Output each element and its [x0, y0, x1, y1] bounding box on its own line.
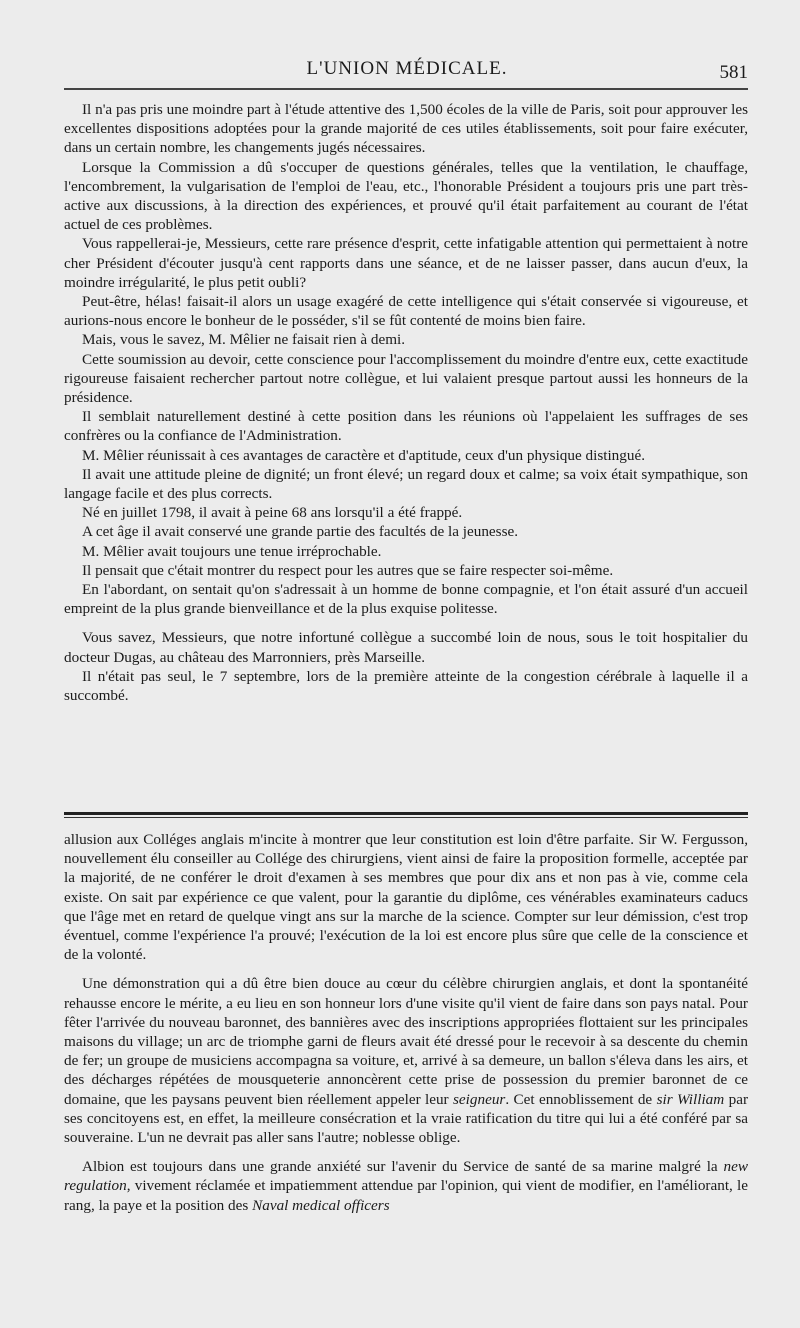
feuilleton-paragraph: Une démonstration qui a dû être bien douce au cœur du célèbre chirurgien anglais, et dont la spontanéité rehausse encore le mérite, a eu lieu en son honneur lors d'une visite qu'il vient de faire dans son pays natal. Pour fêter l'arrivée du nouveau baronnet, des bannières avec des inscriptions appropriées flottaient sur les principales maisons du village; un arc de triomphe garni de fleurs avait été dressé pour le recevoir à sa descente du chemin de fer; un groupe de musiciens accompagna sa voiture, et, arrivé à sa demeure, un ballon s'éleva dans les airs, et des décharges répétées de mousqueterie annoncèrent cette prise de possession du premier baronnet de ce domaine, que les paysans peuvent bien réellement appeler leur seigneur. Cet ennoblissement de sir William par ses concitoyens est, en effet, la meilleure consécration et la vraie ratification du titre qui lui a été conféré par sa souveraine. L'un ne devrait pas aller sans l'autre; noblesse oblige.	[64, 975, 749, 1147]
paragraph: M. Mêlier avait toujours une tenue irréprochable.	[82, 542, 382, 560]
emphasis: Naval medical officers	[252, 1196, 390, 1214]
paragraph: Mais, vous le savez, M. Mêlier ne faisait rien à demi.	[82, 331, 406, 349]
paragraph: A cet âge il avait conservé une grande partie des facultés de la jeunesse.	[82, 523, 519, 541]
header-rule	[64, 88, 748, 90]
emphasis: sir William	[656, 1090, 725, 1108]
paragraph: Il avait une attitude pleine de dignité; un front élevé; un regard doux et calme; sa voix était sympathique, son langage facile et des plus corrects.	[64, 465, 748, 503]
page-header	[66, 56, 748, 86]
journal-title: L'UNION MÉDICALE.	[306, 58, 508, 79]
paragraph: Il n'a pas pris une moindre part à l'étude attentive des 1,500 écoles de la ville de Paris, soit pour approuver les excellentes dispositions adoptées pour la grande majorité de ces utiles établissements, soit pour faire exécuter, dans un certain nombre, les changements jugés nécessaires.	[64, 101, 748, 157]
paragraph: Vous savez, Messieurs, que notre infortuné collègue a succombé loin de nous, sous le toit hospitalier du docteur Dugas, au château des Marronniers, près Marseille.	[64, 629, 748, 666]
paragraph: Peut-être, hélas! faisait-il alors un usage exagéré de cette intelligence qui s'était conservée si vigoureuse, et aurions-nous encore le bonheur de le posséder, s'il se fût contenté de moins bien faire.	[64, 293, 748, 330]
feuilleton	[64, 830, 748, 1215]
paragraph: Il semblait naturellement destiné à cette position dans les réunions où l'appelaient les suffrages de ses confrères ou la confiance de l'Administration.	[64, 408, 748, 445]
page-number: 581	[719, 62, 748, 83]
paragraph: Né en juillet 1798, il avait à peine 68 ans lorsqu'il a été frappé.	[82, 504, 463, 522]
emphasis: seigneur	[453, 1090, 506, 1108]
paragraph: Il n'était pas seul, le 7 septembre, lors de la première atteinte de la congestion cérébrale à laquelle il a succombé.	[64, 667, 748, 705]
feuilleton-divider	[64, 812, 748, 818]
paragraph: M. Mêlier réunissait à ces avantages de caractère et d'aptitude, ceux d'un physique distingué.	[82, 446, 645, 464]
feuilleton-paragraph: allusion aux Colléges anglais m'incite à montrer que leur constitution est loin d'être parfaite. Sir W. Fergusson, nouvellement élu conseiller au Collége des chirurgiens, vient ainsi de faire la proposition formelle, acceptée par la majorité, de ne conférer le droit d'examen à ses membres que pour dix ans et non pas à vie, comme cela existe. On sait par expérience ce que valent, pour la garantie du diplôme, ces vénérables examinateurs caducs que l'âge met en retard de quelque vingt ans sur la marche de la science. Compter sur leur démission, c'est trop éventuel, comme l'expérience l'a prouvé; l'exécution de la loi est encore plus sûre que celle de la conscience et de la volonté.	[64, 831, 748, 964]
feuilleton-paragraph: Albion est toujours dans une grande anxiété sur l'avenir du Service de santé de sa marine malgré la new regulation, vivement réclamée et impatiemment attendue par l'opinion, qui vient de modifier, en l'améliorant, le rang, la paye et la position des Naval medical officers	[64, 1158, 748, 1214]
paragraph: Vous rappellerai-je, Messieurs, cette rare présence d'esprit, cette infatigable attention qui permettaient à notre cher Président d'écouter jusqu'à cent rapports dans une séance, et de ne laisser passer, dans aucun d'eux, la moindre irrégularité, le plus petit oubli?	[64, 235, 748, 291]
paragraph: Lorsque la Commission a dû s'occuper de questions générales, telles que la ventilation, le chauffage, l'encombrement, la vulgarisation de l'emploi de l'eau, etc., l'honorable Président a toujours pris une part très-active aux discussions, à la direction des expériences, et prouvé qu'il était parfaitement au courant de l'état actuel de ces problèmes.	[64, 158, 748, 234]
emphasis: new regulation	[64, 1158, 748, 1195]
paragraph: Il pensait que c'était montrer du respect pour les autres que se faire respecter soi-même.	[82, 561, 614, 579]
paragraph: Cette soumission au devoir, cette conscience pour l'accomplissement du moindre d'entre eux, cette exactitude rigoureuse faisaient rechercher partout notre collègue, et lui valaient presque partout aussi les honneurs de la présidence.	[64, 350, 748, 407]
paragraph: En l'abordant, on sentait qu'on s'adressait à un homme de bonne compagnie, et l'on était assuré d'un accueil empreint de la plus grande bienveillance et de la plus exquise politesse.	[64, 581, 748, 618]
main-article	[64, 100, 748, 705]
